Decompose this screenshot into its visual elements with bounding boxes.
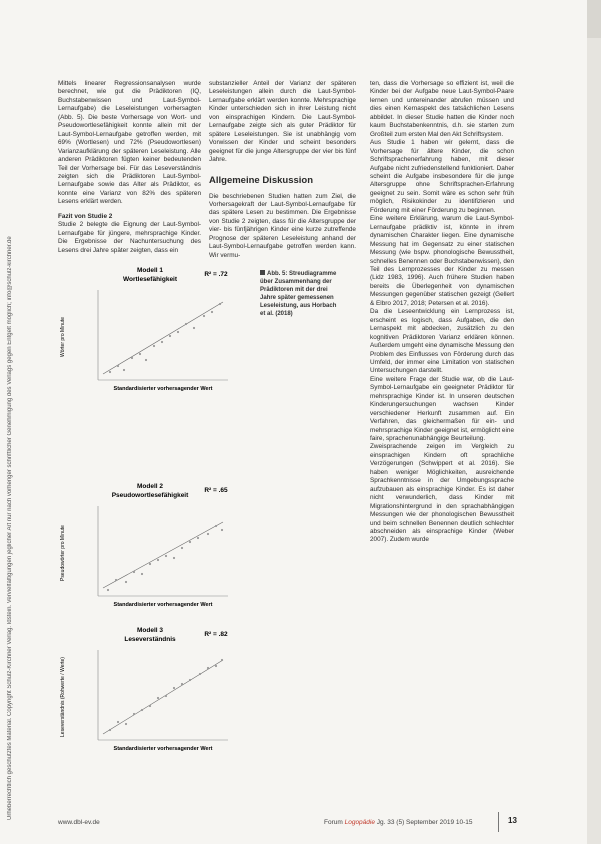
r-squared-label: R² = .72 — [204, 271, 228, 278]
paragraph: ten, dass die Vorhersage so effizient ist, weil die Kinder bei der Aufgabe neue Laut-Symbol-Paare lernen und untereinander abrufen müssen und dies einen Kernaspekt des tatsächlichen Lesens abbildet. In dieser Studie hatten die Kinder noch kaum Buchstabenkenntnis, d.h. sie starten zum Großteil zum ersten Mal den Akt Schriftsystem. — [370, 80, 514, 138]
caption-marker-icon — [260, 270, 265, 275]
plot-title: Modell 3 — [136, 627, 164, 634]
page-number: 13 — [508, 816, 517, 825]
data-point — [149, 705, 151, 707]
data-point — [149, 563, 151, 565]
text-column-2 — [209, 80, 356, 260]
paragraph: Studie 2 belegte die Eignung der Laut-Symbol-Lernaufgabe für jüngere, mehrsprachige Kinder. Die Ergebnisse der Nachuntersuchung des Lesens drei Jahre später zeigten, dass ein — [58, 221, 201, 254]
paragraph: Mittels linearer Regressionsanalysen wurde berechnet, wie gut die Prädiktoren (IQ, Buchstabenwissen und Laut-Symbol-Lernaufgabe) die Leseleistungen vorhersagten (Abb. 5). Die beste Vorhersage von Wort- und Pseudowortlesefähigkeit konnte allein mit der Laut-Symbol-Lernaufgabe getroffen werden, mit 69% (Wortlesen) und 72% (Pseudowortlesen) Varianzaufklärung der späteren Leseleistung. Alle anderen Prädiktoren fügten keiner bedeutenden Teil der Vorhersage bei. Für das Leseverständnis zeigten sich die Prädiktoren Laut-Symbol-Lernaufgabe sowie das Alter als Prädiktor, es konnte eine Varianz von 82% des späteren Lesens erklärt werden. — [58, 80, 201, 206]
footer-journal — [324, 819, 473, 826]
plot-subtitle: Pseudowortlesefähigkeit — [111, 492, 189, 499]
data-point — [203, 315, 205, 317]
data-point — [141, 709, 143, 711]
data-point — [221, 659, 223, 661]
journal-prefix: Forum — [324, 819, 343, 826]
paragraph: Zweisprachende zeigen im Vergleich zu einsprachigen Kindern oft sprachliche Verzögerungen (Schwippert et al. 2016). Sie haben weniger Möglichkeiten, ausreichende Sprachkenntnisse in der Umgebungssprache aufzubauen als einsprachige Kinder. Es ist daher nicht verwunderlich, dass Kinder mit Migrationshintergrund in den sprachabhängigen Messungen wie der phonologischen Bewusstheit und beim schnellen Benennen deutlich schlechter abschneiden als einsprachige Kinder (Weber 2007). Zudem wurde — [370, 443, 514, 544]
x-axis-label: Standardisierter vorhersagender Wert — [113, 746, 213, 752]
journal-issue: Jg. 33 (5) September 2019 10-15 — [376, 819, 473, 826]
paragraph: substanzieller Anteil der Varianz der späteren Leseleistungen allein durch die Laut-Symbol-Lernaufgabe erklärt werden konnte. Mehrsprachige Kinder unterschieden sich in ihrer Leistung nicht von einsprachigen Kindern. Die Laut-Symbol-Lernaufgabe zeigte sich als guter Prädiktor für spätere Leseleistungen. Sie ist unabhängig vom Vorwissen der Kinder und scheint besonders geeignet für die junge Altersgruppe der vier bis fünf Jahre. — [209, 80, 356, 164]
data-point — [207, 667, 209, 669]
data-point — [181, 547, 183, 549]
data-point — [115, 579, 117, 581]
r-squared-label: R² = .65 — [204, 487, 228, 494]
data-point — [211, 311, 213, 313]
data-point — [199, 673, 201, 675]
data-point — [173, 687, 175, 689]
page-edge-strip — [587, 38, 601, 844]
data-point — [153, 345, 155, 347]
journal-name: Logopädie — [344, 819, 375, 826]
data-point — [173, 557, 175, 559]
data-point — [189, 679, 191, 681]
data-point — [197, 537, 199, 539]
scatter-plot-svg — [58, 622, 238, 754]
data-point — [139, 353, 141, 355]
scatter-plot-model-3 — [58, 622, 238, 754]
data-points — [107, 525, 223, 591]
plot-subtitle: Wortlesefähigkeit — [122, 276, 178, 283]
figure-caption — [260, 270, 342, 318]
data-point — [177, 331, 179, 333]
data-point — [131, 357, 133, 359]
data-point — [107, 589, 109, 591]
data-point — [117, 365, 119, 367]
x-axis-label: Standardisierter vorhersagender Wert — [113, 602, 213, 608]
paragraph: Die beschriebenen Studien hatten zum Ziel, die Vorhersagekraft der Laut-Symbol-Lernaufgabe für das spätere Lesen zu bestimmen. Die Ergebnisse von Studie 2 zeigten, dass für die Altersgruppe der vier- bis fünfjährigen Kinder eine kurze zutreffende Prognose der späteren Leseleistung anhand der Laut-Symbol-Lernaufgabe getroffen werden kann. Wir vermu- — [209, 192, 356, 259]
scatter-plot-model-2 — [58, 478, 238, 610]
data-point — [123, 369, 125, 371]
data-point — [169, 335, 171, 337]
scatter-plot-svg — [58, 262, 238, 394]
footer-divider — [498, 812, 499, 832]
data-point — [109, 729, 111, 731]
data-point — [165, 555, 167, 557]
data-point — [133, 713, 135, 715]
text-column-3 — [370, 80, 514, 545]
data-points — [109, 659, 223, 731]
plot-title: Modell 1 — [136, 267, 164, 274]
data-point — [109, 371, 111, 373]
regression-line — [103, 522, 223, 588]
data-point — [125, 581, 127, 583]
y-axis-label: Pseudowörter pro Minute — [60, 525, 66, 581]
data-point — [157, 559, 159, 561]
paragraph: Da die Leseentwicklung ein Lernprozess ist, erscheint es logisch, dass Aufgaben, die den Lernaspekt mit abdecken, zusätzlich zu den kognitiven Prädiktoren Varianz erklären können. Außerdem umgeht eine dynamische Messung den Problem des Einflusses von Förderung durch das Umfeld, der immer eine Limitation von statischen Untersuchungen darstellt. — [370, 308, 514, 375]
plot-subtitle: Leseverständnis — [124, 636, 176, 643]
scatter-plot-svg — [58, 478, 238, 610]
data-point — [189, 541, 191, 543]
data-point — [117, 721, 119, 723]
scatter-plot-model-1 — [58, 262, 238, 394]
data-point — [157, 697, 159, 699]
footer-url[interactable]: www.dbl-ev.de — [58, 819, 100, 826]
data-point — [161, 341, 163, 343]
regression-line — [103, 660, 223, 734]
r-squared-label: R² = .82 — [204, 631, 228, 638]
data-point — [133, 571, 135, 573]
data-point — [193, 327, 195, 329]
text-column-1 — [58, 80, 201, 255]
caption-text: Abb. 5: Streudiagramme über Zusammenhang der Prädiktoren mit der drei Jahre später gemessenen Leseleistung, aus Horbach et al. (2018) — [260, 271, 337, 317]
data-point — [181, 683, 183, 685]
subheading: Fazit von Studie 2 — [58, 212, 113, 220]
data-point — [221, 529, 223, 531]
y-axis-label: Leseverständnis (Rohwerte / Werte) — [60, 657, 66, 737]
page-footer — [58, 819, 558, 829]
data-point — [215, 525, 217, 527]
x-axis-label: Standardisierter vorhersagender Wert — [113, 386, 213, 392]
data-point — [215, 665, 217, 667]
data-point — [145, 359, 147, 361]
data-point — [207, 533, 209, 535]
page-corner-tab — [587, 0, 601, 38]
data-point — [185, 323, 187, 325]
regression-line — [103, 302, 223, 374]
data-point — [165, 695, 167, 697]
data-point — [125, 723, 127, 725]
copyright-side-note: Urheberrechtlich geschütztes Material. Copyright Schulz-Kirchner Verlag. Idstein. Vervielfältigungen jeglicher Art nur nach vorheriger schriftlicher Genehmigung des Verlags gegen Entgelt möglich; info@schulz-kirchner.de — [7, 236, 13, 820]
data-point — [141, 573, 143, 575]
y-axis-label: Wörter pro Minute — [60, 316, 66, 358]
data-point — [219, 303, 221, 305]
plot-title: Modell 2 — [136, 483, 164, 490]
paragraph: Eine weitere Frage der Studie war, ob die Laut-Symbol-Lernaufgabe ein geeigneter Prädiktor für mehrsprachige Kinder ist. In unseren deutschen Kinderungersuchungen wachsen Kinder verschiedener Herkunft zusammen auf. Ein Verfahren, das gleichermaßen für ein- und mehrsprachige Kinder geeignet ist, ermöglicht eine faire, sprachenunabhängige Beurteilung. — [370, 375, 514, 443]
paragraph: Aus Studie 1 haben wir gelernt, dass die Vorhersage für ältere Kinder, die schon Schriftsprachenerfahrung haben, mit dieser Aufgabe nicht zufriedenstellend funktioniert. Daher scheint die Aufgabe insbesondere für die junge Altersgruppe ohne Schriftsprachen-Erfahrung geeignet zu sein. Somit wäre es schon sehr früh möglich, Risikokinder zu identifizieren und Förderung mit einer Förderung zu beginnen. — [370, 139, 514, 214]
section-heading: Allgemeine Diskussion — [209, 174, 314, 186]
paragraph: Eine weitere Erklärung, warum die Laut-Symbol-Lernaufgabe prädiktiv ist, könnte in ihrem dynamischen Charakter liegen. Eine dynamische Messung hat im Gegensatz zu einer statischen Messung (wie bspw. phonologische Bewusstheit, schnelles Benennen oder Buchstabenwissen), den Teil des Lernprozesses der Kinder zu messen (Lidz 1983, 1996). Auch frühere Studien haben bereits die Überlegenheit von dynamischen Messungen gegenüber statischen gezeigt (Gellert & Elbro 2017, 2018; Petersen et al. 2016). — [370, 215, 514, 307]
